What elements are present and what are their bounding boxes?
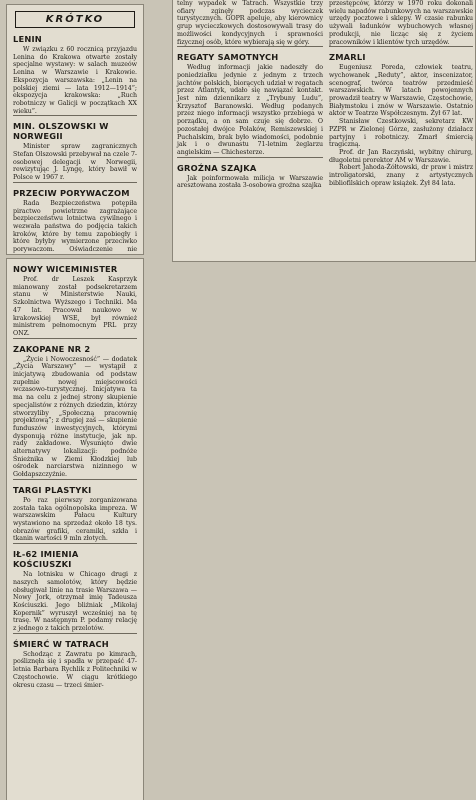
article-body: Jak poinformowała milicja w Warszawie aresztowana została 3-osobowa groźna szajka [177, 174, 323, 190]
article-body: Stanisław Czestkowski, sekretarz KW PZPR w Zielonej Górze, zasłużony działacz partyjny i robotniczy. Zmarł śmiercią tragiczną. [329, 118, 473, 149]
article-divider [13, 543, 137, 544]
article [329, 0, 473, 46]
article [13, 115, 137, 182]
article-divider [13, 182, 137, 183]
article-heading: MIN. OLSZOWSKI W NORWEGII [13, 121, 109, 142]
article [13, 479, 137, 543]
article [13, 264, 137, 338]
article-divider [177, 46, 323, 47]
article-body: Rada Bezpieczeństwa potępiła piractwo powietrzne zagrażające bezpieczeństwu lotnictwa cywilnego i wezwała państwa do podjęcia takich kroków, które by temu zapobiegły i które byłyby wymierzone przeciwko porywaczom. Oświadczenie nie [13, 199, 137, 254]
column-2 [7, 264, 143, 689]
article-body: Minister spraw zagranicznych Stefan Olszowski przebywał na czele 7-osobowej delegacji w Norwegii, rewizytując J. Lyngę, który bawił w Polsce w 1967 r. [13, 143, 137, 182]
column-1 [7, 34, 143, 255]
article-divider [13, 479, 137, 480]
article [13, 633, 137, 690]
article [177, 46, 323, 156]
article-divider [13, 633, 137, 634]
article-body: telny wypadek w Tatrach. Wszystkie trzy ofiary zginęły podczas wycieczek turystycznych. GOPR apeluje, aby kierownicy grup wycieczkowych dostosowywali trasy do możliwości kondycyjnych i sprawności fizycznej osób, które wybierają się w góry. [177, 0, 323, 46]
article-body: Według informacji jakie nadeszły do poniedziałku jedynie z jednym z trzech jachtów polskich, biorących udział w regatach przez Atlantyk, udało się nawiązać kontakt. Jest nim dziennikarz z „Trybuny Ludu”, Krzysztof Baranowski. Według podanych przez niego informacji wszystko przebiega w porządku, a on sam czuje się dobrze. O pozostałej dwójce Polaków, Remiszewskiej i Puchalskim, brak było wiadomości, podobnie jak i o dwunastu 71-letnim żeglarzu angielskim — Chichesterze. [177, 64, 323, 156]
article-divider [177, 157, 323, 158]
article [329, 46, 473, 118]
article-heading: LENIN [13, 34, 42, 44]
article [13, 34, 137, 115]
clipping-right [172, 0, 476, 262]
article-heading: ZMARLI [329, 52, 366, 63]
article-body: Prof. dr Jan Raczyński, wybitny chirurg, długoletni prorektor AM w Warszawie. [329, 148, 473, 164]
article-body: Prof. dr Leszek Kasprzyk mianowany został podsekretarzem stanu w Ministerstwie Nauki, Szkolnictwa Wyższego i Techniki. Ma 47 lat. Pracował naukowo w krakowskiej WSE, był również ministrem pełnomocnym PRL przy ONZ. [13, 276, 137, 337]
article-divider [13, 338, 137, 339]
column-3 [177, 0, 323, 190]
article-heading: ŚMIERĆ W TATRACH [13, 638, 109, 649]
article-body: Eugeniusz Poreda, człowiek teatru, wychowanek „Reduty”, aktor, inscenizator, scenograf, twórca teatrów przedmieść warszawskich. W latach powojennych prowadził teatry w Warszawie, Częstochowie, Białymstoku i znów w Warszawie. Ostatnio aktor w Teatrze Współczesnym. Żył 67 lat. [329, 64, 473, 118]
article-heading: PRZECIW PORYWACZOM [13, 187, 130, 198]
article-body: „Życie i Nowoczesność” — dodatek „Życia Warszawy” — wystąpił z inicjatywą zbudowania od podstaw zupełnie nowej miejscowości wczasowo-turystycznej. Inicjatywa ta ma na celu z jednej strony skupienie specjalistów z różnych dziedzin, którzy stworzyliby „Społeczną pracownię projektową”; z drugiej zaś — skupienie funduszów inwestycyjnych, którymi dysponują różne instytucje, jak np. rady zakładowe. Wysunięto dwie alternatywy lokalizacji: podnóże Śnieżnika w Ziemi Kłodzkiej lub ośrodek narciarstwa nizinnego w Gołdapszczyźnie. [13, 355, 137, 479]
article-divider [13, 115, 137, 116]
article-body: Na lotnisku w Chicago drugi z naszych samolotów, który będzie obsługiwał linie na trasie Warszawa — Nowy Jork, otrzymał imię Tadeusza Kościuszki. Jego bliźniak „Mikołaj Kopernik” wyruszył wcześniej na tę trasę. W następnym P. podamy relację z jednego z takich przelotów. [13, 571, 137, 633]
article-body: Robert Jahoda-Żółtowski, dr praw i mistrz introligatorski, znany z artystycznych bibliofilskich opraw książek. Żył 84 lata. [329, 164, 473, 187]
article-heading: ZAKOPANE NR 2 [13, 343, 91, 354]
article [177, 157, 323, 190]
article-heading: IŁ-62 IMIENIA KOŚCIUSZKI [13, 549, 79, 570]
article [329, 118, 473, 149]
column-4 [329, 0, 473, 187]
article-body: przestępców, którzy w 1970 roku dokonali wielu napadów rabunkowych na warszawskie urzędy pocztowe i sklepy. W czasie rabunku używali ładunków wybuchowych własnej produkcji, nie licząc się z życiem pracowników i klientów tych urzędów. [329, 0, 473, 46]
article [329, 149, 473, 164]
article-heading: TARGI PLASTYKI [13, 484, 92, 495]
article-body: Po raz pierwszy zorganizowana została taka ogólnopolska impreza. W warszawskim Pałacu Kultury wystawiono na sprzedaż około 18 tys. obrazów grafiki, ceramiki, szkła i tkanin wartości 9 mln złotych. [13, 496, 137, 543]
article-heading: GROŹNA SZAJKA [177, 162, 257, 173]
article [13, 338, 137, 479]
article-heading: REGATY SAMOTNYCH [177, 52, 279, 63]
article [177, 0, 323, 46]
article-body: W związku z 60 rocznicą przyjazdu Lenina do Krakowa otwarte zostały specjalne wystawy: w salach muzeów Lenina w Warszawie i Krakowie. Ekspozycja warszawska: „Lenin na polskiej ziemi — lata 1912—1914”; ekspozycja krakowska: „Ruch robotniczy w Galicji w początkach XX wieku”. [13, 46, 137, 115]
article-heading: NOWY WICEMINISTER [13, 264, 118, 274]
article [13, 182, 137, 255]
clipping-krotko-bottom [6, 258, 144, 800]
article [13, 543, 137, 633]
section-header: KRÓTKO [15, 11, 135, 28]
article [329, 164, 473, 187]
article-body: Schodząc z Zawratu po kimrach, pośliznęła się i spadła w przepaść 47-letnia Barbara Rychlik z Politechniki w Częstochowie. W ciągu krótkiego okresu czasu — trzeci śmier- [13, 650, 137, 689]
clipping-krotko-top [6, 4, 144, 255]
article-divider [329, 46, 473, 47]
